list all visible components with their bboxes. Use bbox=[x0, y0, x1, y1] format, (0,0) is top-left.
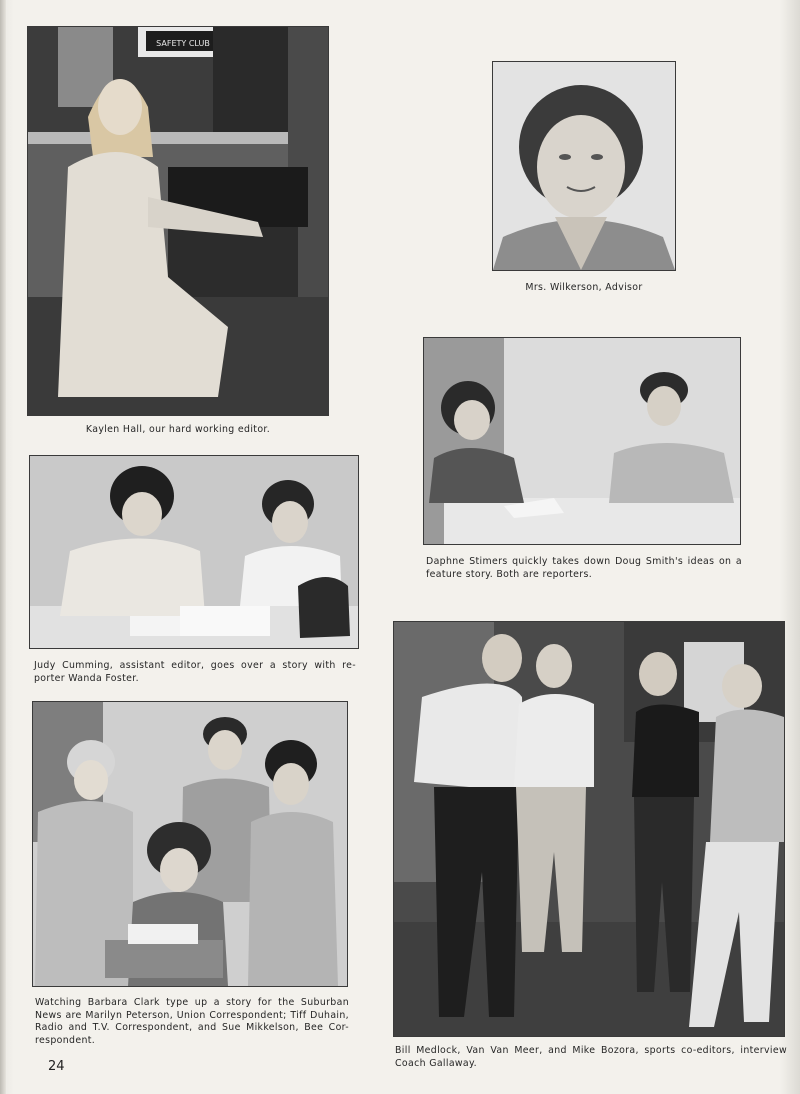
page-number: 24 bbox=[48, 1059, 65, 1074]
photo-reporters-interview bbox=[424, 338, 740, 544]
photo-assistant-editor bbox=[30, 456, 358, 648]
caption-advisor: Mrs. Wilkerson, Advisor bbox=[525, 282, 643, 293]
sign-text: SAFETY CLUB bbox=[156, 39, 210, 48]
photo-advisor-portrait bbox=[493, 62, 675, 270]
photo-sports-editors bbox=[394, 622, 784, 1036]
caption-editor: Kaylen Hall, our hard working editor. bbox=[85, 424, 271, 435]
caption-sports-editors: Bill Medlock, Van Van Meer, and Mike Bozora, sports co-editors, interview Coach Gallaway. bbox=[395, 1045, 787, 1069]
page-spine bbox=[0, 0, 6, 1094]
caption-assistant-editor: Judy Cumming, assistant editor, goes over a story with re-porter Wanda Foster. bbox=[34, 660, 356, 684]
caption-typing-group: Watching Barbara Clark type up a story for the Suburban News are Marilyn Peterson, Union Correspondent; Tiff Duhain, Radio and T.V. Correspondent, and Sue Mikkelson, Bee Cor-respondent. bbox=[35, 997, 349, 1046]
photo-typing-group bbox=[33, 702, 347, 986]
photo-editor-kaylen-hall bbox=[28, 27, 328, 415]
caption-reporters: Daphne Stimers quickly takes down Doug Smith's ideas on a feature story. Both are reporters. bbox=[426, 556, 742, 580]
